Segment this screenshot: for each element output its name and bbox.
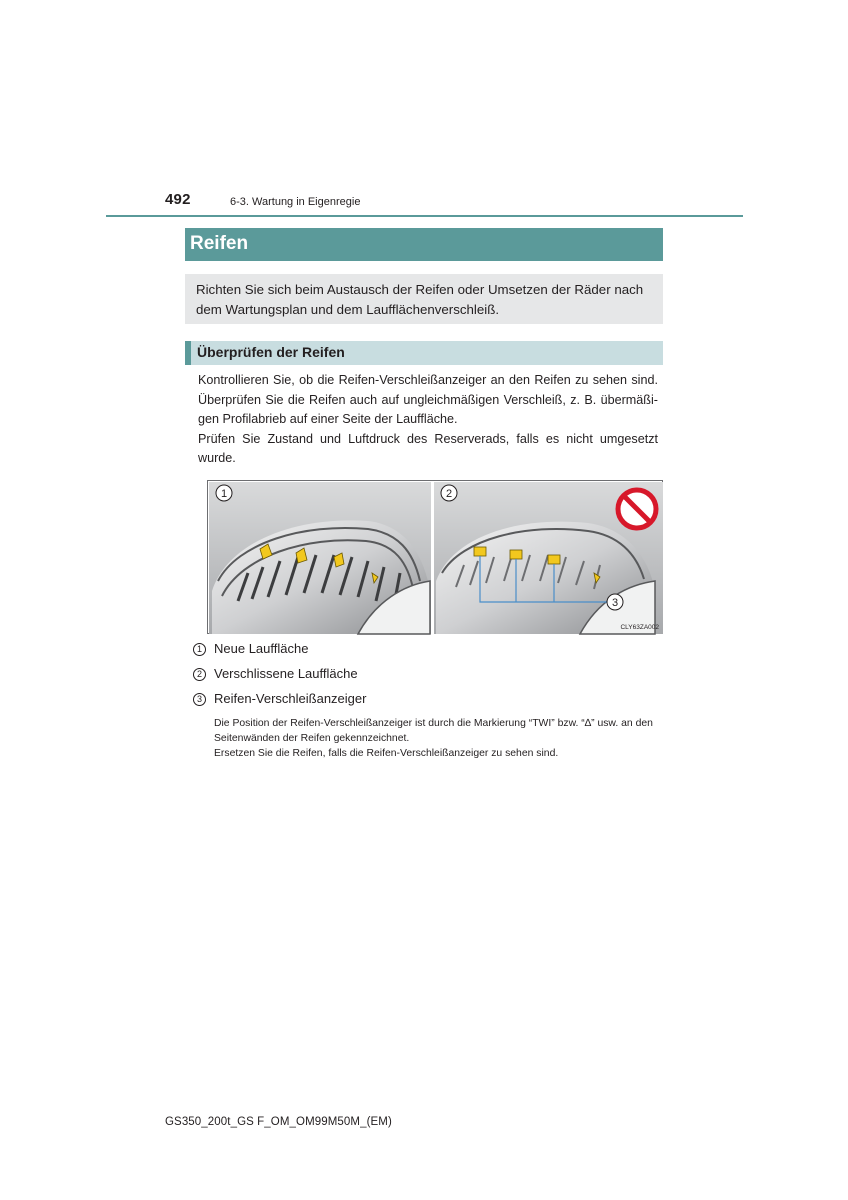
legend-item-1 (193, 641, 308, 661)
body-paragraph-2: Prüfen Sie Zustand und Luftdruck des Reserverads, falls es nicht umgesetzt wurde. (198, 431, 658, 465)
svg-text:2: 2 (445, 488, 453, 500)
indicator-note (214, 716, 664, 761)
callout-2 (441, 485, 457, 501)
note-line-1: Die Position der Reifen-Verschleißanzeiger ist durch die Markierung “TWI” bzw. “∆” usw. an den Seitenwänden der Reifen gekennzeichnet. (214, 718, 653, 744)
callout-1 (216, 485, 232, 501)
subsection-title: Überprüfen der Reifen (185, 341, 663, 365)
svg-text:1: 1 (220, 488, 228, 500)
body-text (198, 371, 658, 469)
legend-number-1: 1 (193, 643, 206, 656)
figure-code: CLY63ZA002 (620, 624, 659, 631)
intro-box: Richten Sie sich beim Austausch der Reifen oder Umsetzen der Räder nach dem Wartungsplan und dem Laufflächenverschleiß. (185, 274, 663, 324)
no-entry-icon (618, 490, 656, 528)
body-paragraph-1: Kontrollieren Sie, ob die Reifen-Verschleißanzeiger an den Reifen zu sehen sind. Überprüfen Sie die Reifen auch auf ungleichmäßigen Verschleiß, z. B. übermäßi-gen Profilabrieb auf einer Seite der Lauffläche. (198, 373, 658, 426)
legend-label-2: Verschlissene Lauffläche (214, 666, 358, 681)
tire-illustration (207, 480, 663, 634)
header-rule (106, 215, 743, 217)
callout-3 (607, 594, 623, 610)
footer-code: GS350_200t_GS F_OM_OM99M50M_(EM) (165, 1116, 392, 1128)
legend-item-2 (193, 666, 358, 686)
legend-number-3: 3 (193, 693, 206, 706)
legend-number-2: 2 (193, 668, 206, 681)
section-reference: 6-3. Wartung in Eigenregie (230, 196, 361, 208)
note-line-2: Ersetzen Sie die Reifen, falls die Reifen-Verschleißanzeiger zu sehen sind. (214, 748, 559, 759)
legend-label-3: Reifen-Verschleißanzeiger (214, 691, 367, 706)
legend-item-3 (193, 691, 366, 711)
tire-illustration-svg (208, 481, 664, 635)
legend-label-1: Neue Lauffläche (214, 641, 309, 656)
page-title: Reifen (185, 228, 663, 261)
page-number: 492 (165, 191, 191, 208)
svg-text:3: 3 (611, 597, 619, 609)
